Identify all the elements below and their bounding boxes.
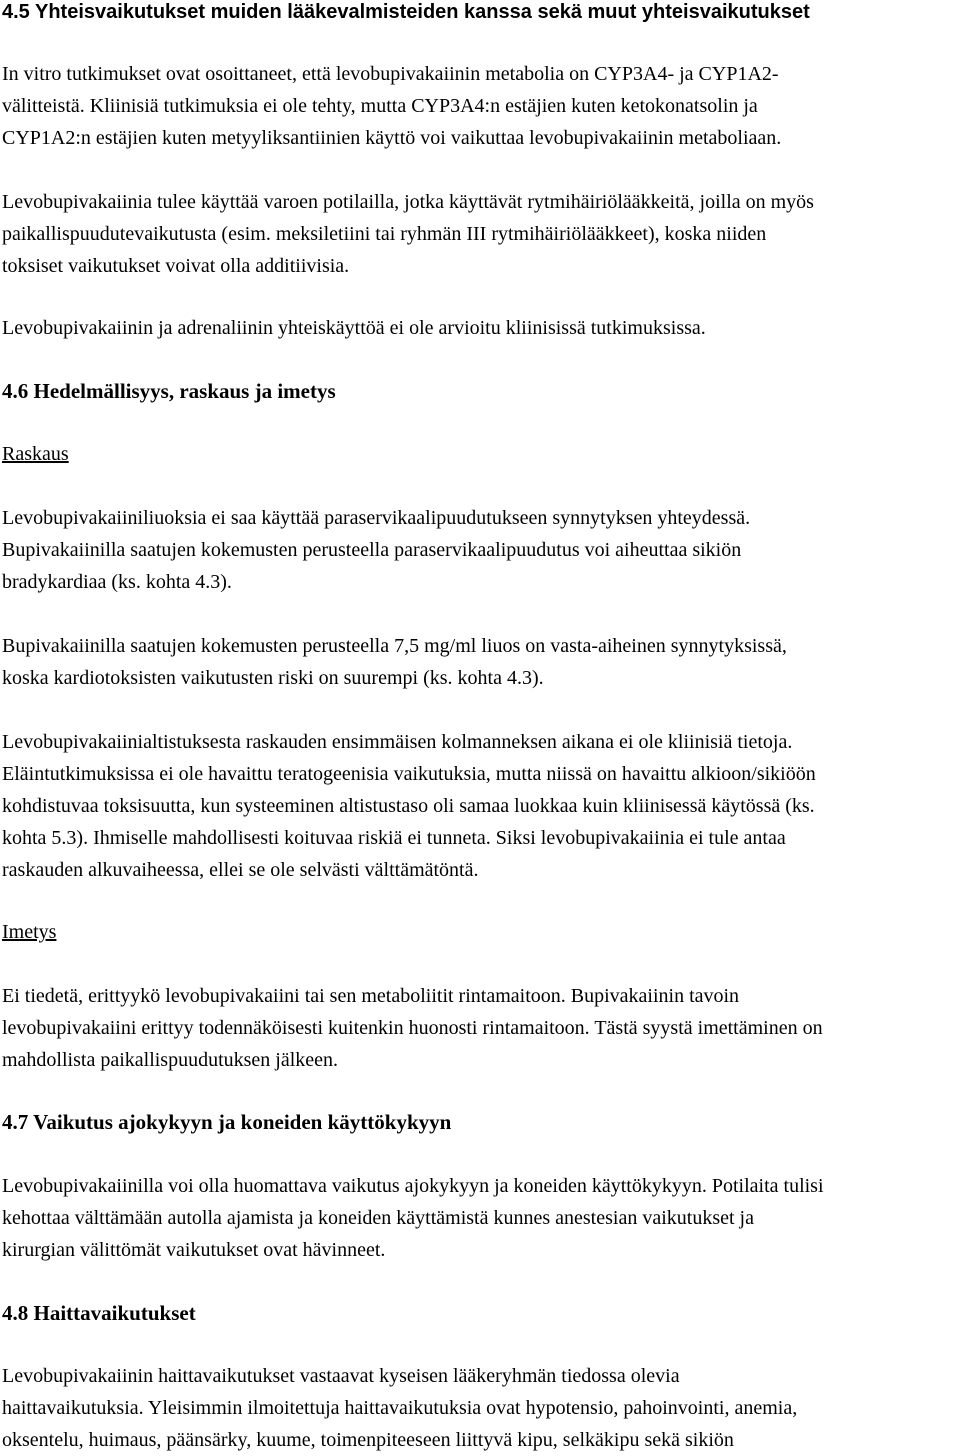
paragraph-line: Levobupivakaiinilla voi olla huomattava vaikutus ajokykyyn ja koneiden käyttökykyyn. Potilaita tulisi <box>2 1175 824 1197</box>
subheading-raskaus: Raskaus <box>2 443 69 465</box>
paragraph-line: kirurgian välittömät vaikutukset ovat hävinneet. <box>2 1239 386 1261</box>
section-heading-4-6: 4.6 Hedelmällisyys, raskaus ja imetys <box>2 379 336 403</box>
paragraph-line: Levobupivakaiiniliuoksia ei saa käyttää paraservikaalipuudutukseen synnytyksen yhteydessä. <box>2 507 751 529</box>
paragraph-line: raskauden alkuvaiheessa, ellei se ole selvästi välttämätöntä. <box>2 859 479 881</box>
paragraph-line: Eläintutkimuksissa ei ole havaittu teratogeenisia vaikutuksia, mutta niissä on havaittu alkioon/sikiöön <box>2 763 816 785</box>
paragraph-line: Ei tiedetä, erittyykö levobupivakaiini tai sen metaboliitit rintamaitoon. Bupivakaiinin tavoin <box>2 985 740 1007</box>
section-heading-4-8: 4.8 Haittavaikutukset <box>2 1301 196 1325</box>
section-heading-4-5: 4.5 Yhteisvaikutukset muiden lääkevalmisteiden kanssa sekä muut yhteisvaikutukset <box>2 1 810 23</box>
paragraph-line: paikallispuudutevaikutusta (esim. meksiletiini tai ryhmän III rytmihäiriölääkkeet), koska niiden <box>2 223 767 245</box>
paragraph-line: CYP1A2:n estäjien kuten metyyliksantiinien käyttö voi vaikuttaa levobupivakaiinin metaboliaan. <box>2 127 782 149</box>
paragraph-line: kohdistuvaa toksisuutta, kun systeeminen altistustaso oli samaa luokkaa kuin kliinisessä käytössä (ks. <box>2 795 815 817</box>
paragraph-line: koska kardiotoksisten vaikutusten riski on suurempi (ks. kohta 4.3). <box>2 667 544 689</box>
paragraph-line: Bupivakaiinilla saatujen kokemusten perusteella 7,5 mg/ml liuos on vasta-aiheinen synnytyksissä, <box>2 635 787 657</box>
paragraph-line: bradykardiaa (ks. kohta 4.3). <box>2 571 232 593</box>
paragraph-line: levobupivakaiini erittyy todennäköisesti kuitenkin huonosti rintamaitoon. Tästä syystä imettäminen on <box>2 1017 823 1039</box>
paragraph-line: Levobupivakaiinia tulee käyttää varoen potilailla, jotka käyttävät rytmihäiriölääkkeitä, joilla on myös <box>2 191 814 213</box>
paragraph-line: Levobupivakaiinin ja adrenaliinin yhteiskäyttöä ei ole arvioitu kliinisissä tutkimuksissa. <box>2 317 706 339</box>
section-heading-4-7: 4.7 Vaikutus ajokykyyn ja koneiden käyttökykyyn <box>2 1110 452 1134</box>
paragraph-line: Bupivakaiinilla saatujen kokemusten perusteella paraservikaalipuudutus voi aiheuttaa sikiön <box>2 539 742 561</box>
paragraph-line: haittavaikutuksia. Yleisimmin ilmoitettuja haittavaikutuksia ovat hypotensio, pahoinvointi, anemia, <box>2 1397 798 1419</box>
paragraph-line: toksiset vaikutukset voivat olla additiivisia. <box>2 255 350 277</box>
paragraph-line: mahdollista paikallispuudutuksen jälkeen. <box>2 1049 339 1071</box>
paragraph-line: Levobupivakaiinin haittavaikutukset vastaavat kyseisen lääkeryhmän tiedossa olevia <box>2 1365 680 1387</box>
paragraph-line: kehottaa välttämään autolla ajamista ja koneiden käyttämistä kunnes anestesian vaikutukset ja <box>2 1207 754 1229</box>
paragraph-line: oksentelu, huimaus, päänsärky, kuume, toimenpiteeseen liittyvä kipu, selkäkipu sekä sikiön <box>2 1429 734 1451</box>
paragraph-line: Levobupivakaiinialtistuksesta raskauden ensimmäisen kolmanneksen aikana ei ole kliinisiä tietoja. <box>2 731 793 753</box>
subheading-imetys: Imetys <box>2 921 57 943</box>
paragraph-line: välitteistä. Kliinisiä tutkimuksia ei ole tehty, mutta CYP3A4:n estäjien kuten ketokonatsolin ja <box>2 95 758 117</box>
paragraph-line: kohta 5.3). Ihmiselle mahdollisesti koituvaa riskiä ei tunneta. Siksi levobupivakaiinia ei tule antaa <box>2 827 786 849</box>
paragraph-line: In vitro tutkimukset ovat osoittaneet, että levobupivakaiinin metabolia on CYP3A4- ja CYP1A2- <box>2 63 779 85</box>
